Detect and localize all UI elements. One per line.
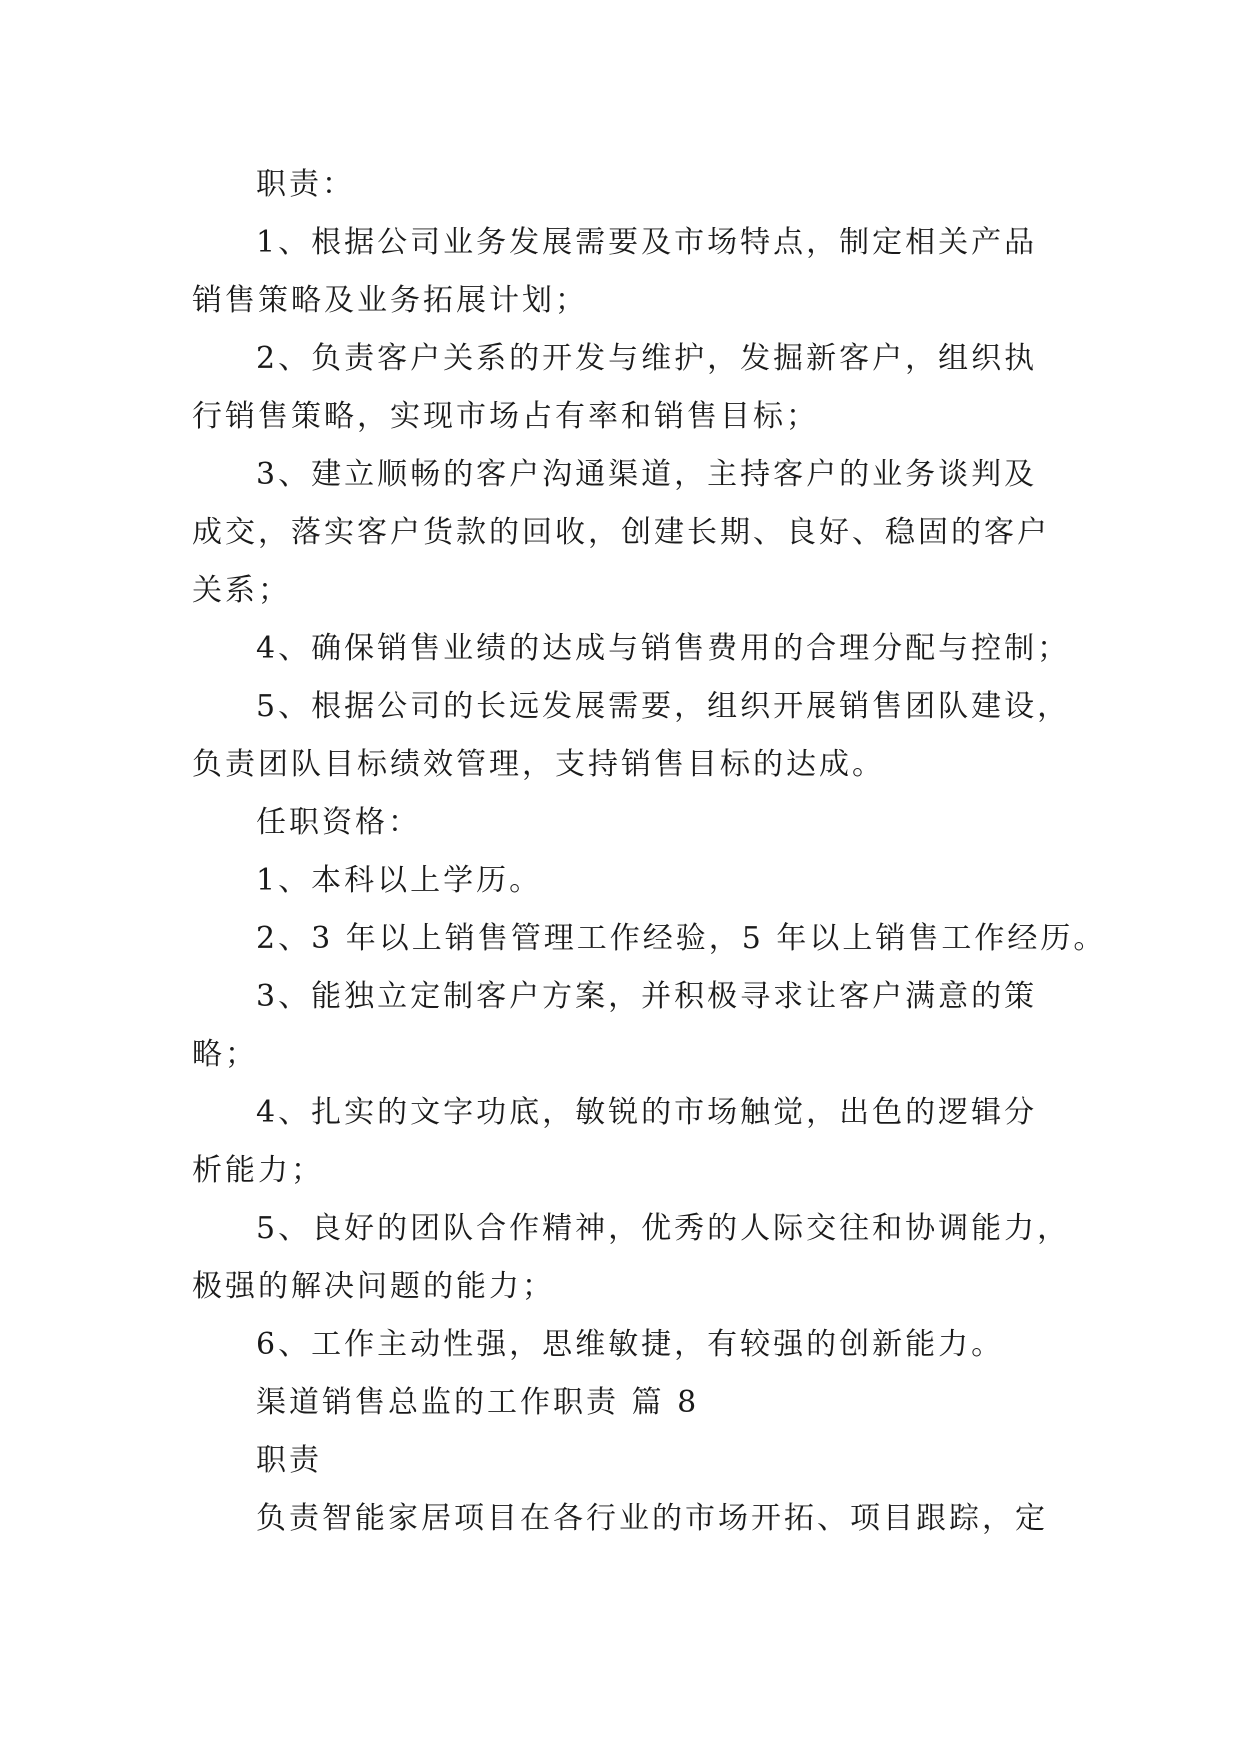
text-line: 成交，落实客户货款的回收，创建长期、良好、稳固的客户 bbox=[192, 515, 1050, 550]
text-line: 极强的解决问题的能力； bbox=[192, 1269, 555, 1304]
text-line: 职责： bbox=[256, 167, 355, 202]
document-page bbox=[192, 156, 1107, 1548]
text-line: 1、本科以上学历。 bbox=[256, 863, 543, 898]
text-line: 关系； bbox=[192, 573, 291, 608]
text-line: 析能力； bbox=[192, 1153, 324, 1188]
text-line: 略； bbox=[192, 1037, 258, 1072]
text-line: 1、根据公司业务发展需要及市场特点，制定相关产品 bbox=[256, 225, 1038, 260]
text-line: 3、建立顺畅的客户沟通渠道，主持客户的业务谈判及 bbox=[256, 457, 1038, 492]
text-line: 6、工作主动性强，思维敏捷，有较强的创新能力。 bbox=[256, 1327, 1005, 1362]
text-line: 4、扎实的文字功底，敏锐的市场触觉，出色的逻辑分 bbox=[256, 1095, 1038, 1130]
text-line: 2、负责客户关系的开发与维护，发掘新客户，组织执 bbox=[256, 341, 1038, 376]
section-heading: 职责 bbox=[256, 1443, 322, 1478]
section-title: 渠道销售总监的工作职责 篇 8 bbox=[256, 1385, 700, 1420]
text-line: 销售策略及业务拓展计划； bbox=[192, 283, 588, 318]
text-line: 4、确保销售业绩的达成与销售费用的合理分配与控制； bbox=[256, 631, 1071, 666]
text-line: 5、良好的团队合作精神，优秀的人际交往和协调能力， bbox=[256, 1211, 1071, 1246]
text-line: 行销售策略，实现市场占有率和销售目标； bbox=[192, 399, 819, 434]
text-line: 3、能独立定制客户方案，并积极寻求让客户满意的策 bbox=[256, 979, 1038, 1014]
text-line: 5、根据公司的长远发展需要，组织开展销售团队建设， bbox=[256, 689, 1071, 724]
section-heading: 任职资格： bbox=[256, 805, 421, 840]
text-line: 负责智能家居项目在各行业的市场开拓、项目跟踪，定 bbox=[256, 1501, 1048, 1536]
text-line: 负责团队目标绩效管理，支持销售目标的达成。 bbox=[192, 747, 885, 782]
text-line: 2、3 年以上销售管理工作经验，5 年以上销售工作经历。 bbox=[256, 921, 1107, 956]
